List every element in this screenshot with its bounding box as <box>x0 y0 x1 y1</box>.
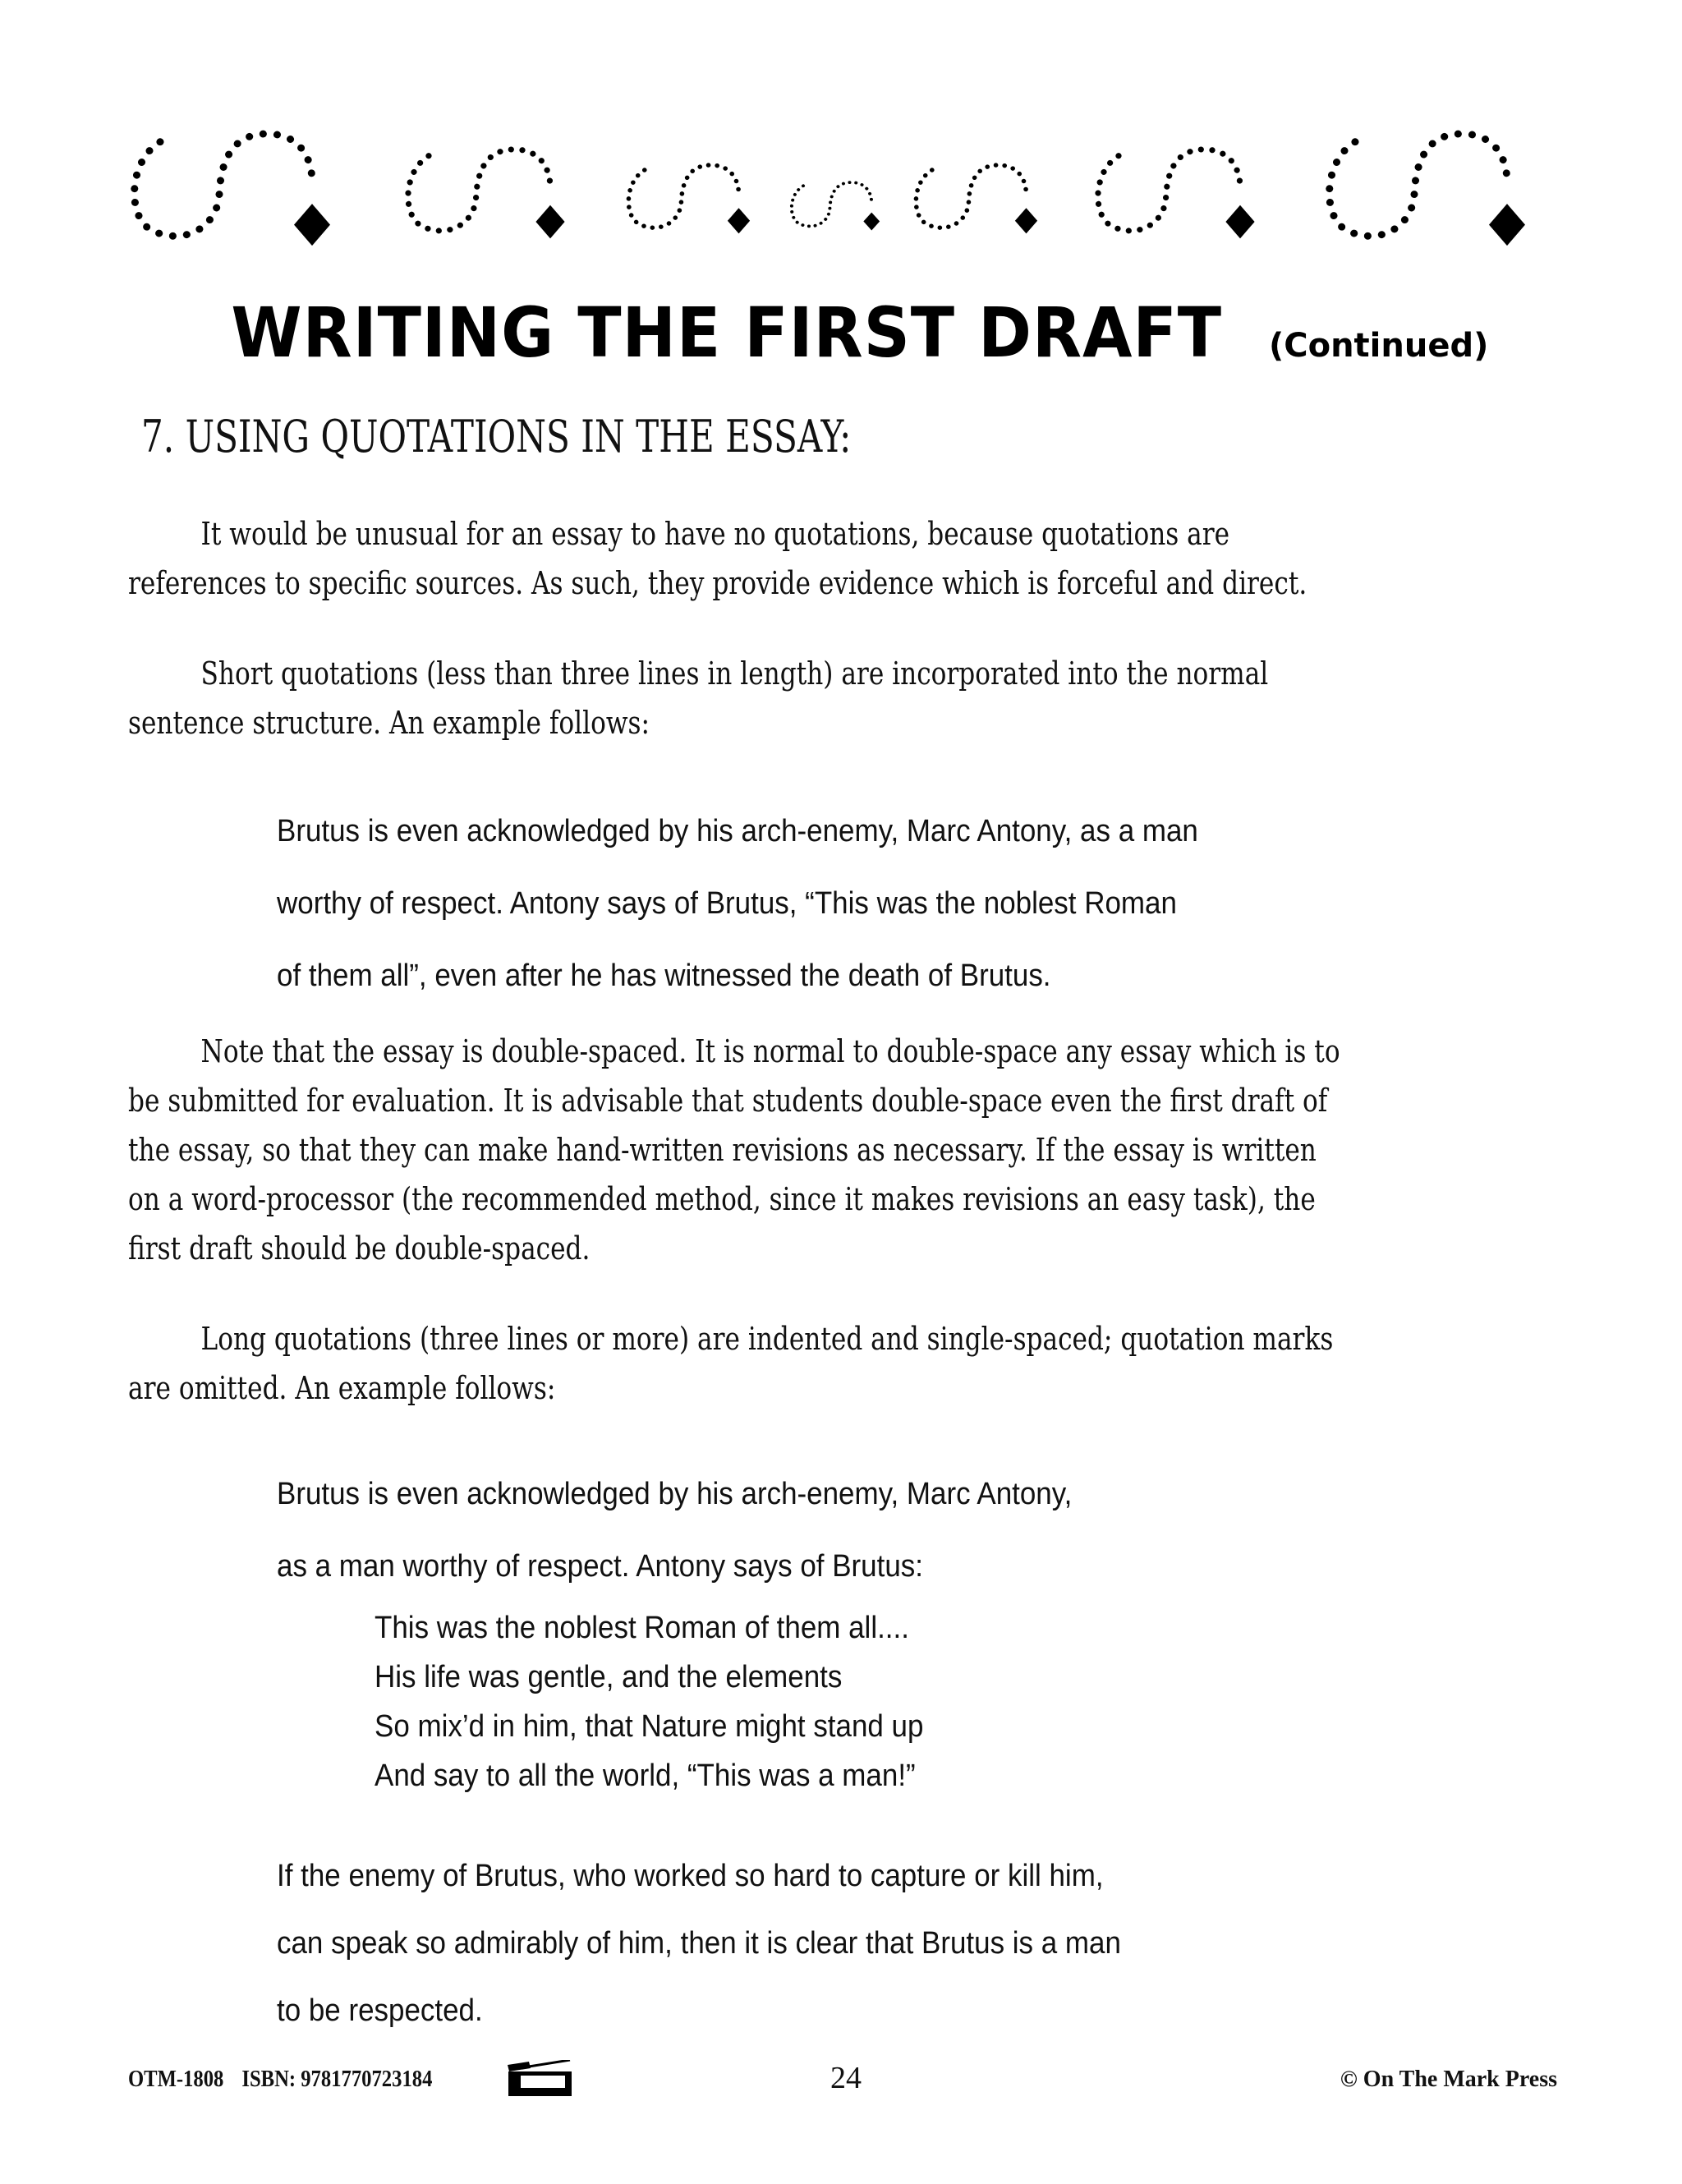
example-line: Brutus is even acknowledged by his arch-enemy, Marc Antony, as a man <box>277 814 1198 848</box>
paragraph-line: Short quotations (less than three lines in length) are incorporated into the normal <box>200 655 1269 692</box>
decorative-border <box>123 123 1560 246</box>
copyright-notice: © On The Mark Press <box>1340 2067 1557 2092</box>
long-quotation-verse <box>375 1603 972 1800</box>
paragraph-line: on a word-processor (the recommended method, since it makes revisions an easy task), the <box>128 1181 1316 1217</box>
section-heading: 7. USING QUOTATIONS IN THE ESSAY: <box>141 411 852 462</box>
paragraph-line: references to specific sources. As such, they provide evidence which is forceful and direct. <box>128 565 1307 601</box>
isbn: ISBN: 9781770723184 <box>241 2067 433 2092</box>
paragraph-short-quotations <box>128 649 1557 747</box>
dotted-s-curve-with-diamond-icon <box>123 123 1560 246</box>
product-code: OTM-1808 <box>128 2067 224 2092</box>
paragraph-line: are omitted. An example follows: <box>128 1370 556 1406</box>
long-quotation-example-conclusion <box>277 1842 1194 2044</box>
verse-line: And say to all the world, “This was a man!” <box>375 1759 916 1793</box>
verse-line: So mix’d in him, that Nature might stand up <box>375 1709 924 1744</box>
photocopier-icon <box>506 2060 572 2103</box>
verse-line: His life was gentle, and the elements <box>375 1660 843 1694</box>
paragraph-long-quotations <box>128 1314 1557 1413</box>
example-line: worthy of respect. Antony says of Brutus, “This was the noblest Roman <box>277 886 1177 921</box>
short-quotation-example <box>277 795 1278 1012</box>
paragraph-line: be submitted for evaluation. It is advisable that students double-space even the first draft of <box>128 1083 1328 1119</box>
footer-publication-info <box>128 2067 445 2093</box>
verse-line: This was the noblest Roman of them all.... <box>375 1611 909 1645</box>
example-line: If the enemy of Brutus, who worked so hard to capture or kill him, <box>277 1859 1104 1893</box>
title-continued: (Continued) <box>1268 327 1489 365</box>
paragraph-line: sentence structure. An example follows: <box>128 705 650 741</box>
page-number: 24 <box>830 2061 862 2095</box>
example-line: to be respected. <box>277 1993 483 2028</box>
long-quotation-example-intro <box>277 1458 1142 1602</box>
example-line: can speak so admirably of him, then it is clear that Brutus is a man <box>277 1926 1121 1961</box>
paragraph-line: Note that the essay is double-spaced. It is normal to double-space any essay which is to <box>200 1033 1340 1069</box>
page-footer <box>128 2060 1557 2101</box>
example-line: of them all”, even after he has witnessed the death of Brutus. <box>277 959 1051 993</box>
paragraph-line: the essay, so that they can make hand-written revisions as necessary. If the essay is written <box>128 1132 1317 1168</box>
example-line: as a man worthy of respect. Antony says of Brutus: <box>277 1549 923 1584</box>
paragraph-line: It would be unusual for an essay to have no quotations, because quotations are <box>200 516 1230 552</box>
paragraph-intro <box>128 509 1557 608</box>
page-title <box>0 292 1682 373</box>
paragraph-line: Long quotations (three lines or more) are indented and single-spaced; quotation marks <box>200 1321 1334 1357</box>
title-main: WRITING THE FIRST DRAFT <box>231 292 1222 373</box>
paragraph-line: first draft should be double-spaced. <box>128 1230 591 1267</box>
paragraph-double-spaced <box>128 1027 1557 1273</box>
example-line: Brutus is even acknowledged by his arch-enemy, Marc Antony, <box>277 1477 1073 1511</box>
